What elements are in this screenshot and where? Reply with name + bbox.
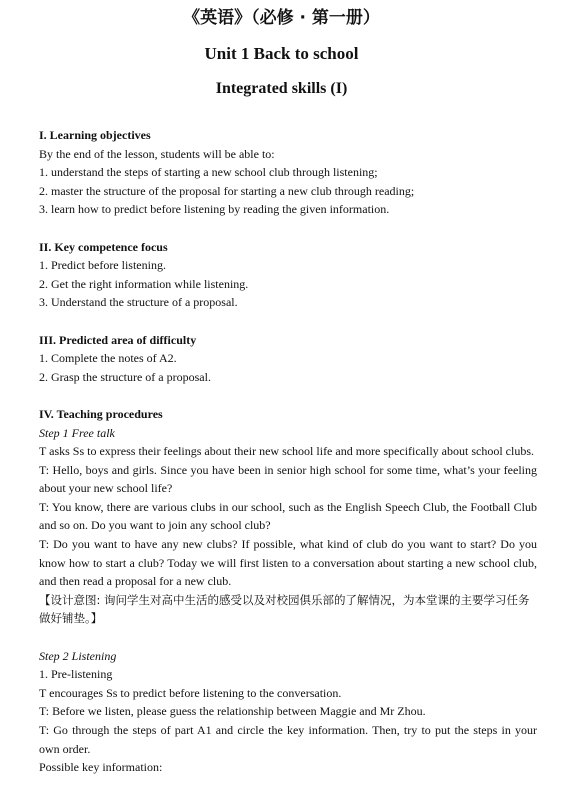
objective-item: 1. understand the steps of starting a new school club through listening;	[39, 165, 378, 180]
spacer	[39, 628, 537, 647]
step1-paragraph: T: Do you want to have any new clubs? If possible, what kind of club do you want to start? Do you know how to start a club? Today we will first listen to a conversation about starting a new school club, and then read a proposal for a new club.	[39, 537, 537, 589]
objective-item: 2. master the structure of the proposal for starting a new club through reading;	[39, 183, 415, 198]
competence-item: 1. Predict before listening.	[39, 258, 166, 273]
step2-paragraph: Possible key information:	[39, 760, 163, 775]
document-body	[39, 126, 537, 777]
step2-paragraph: T: Go through the steps of part A1 and circle the key information. Then, try to put the steps in your own order.	[39, 723, 537, 756]
difficulty-item: 1. Complete the notes of A2.	[39, 351, 177, 366]
objective-item: 3. learn how to predict before listening by reading the given information.	[39, 202, 390, 217]
step2-title: Step 2 Listening	[39, 648, 117, 663]
competence-heading: II. Key competence focus	[39, 239, 168, 254]
step2-paragraph: T: Before we listen, please guess the relationship between Maggie and Mr Zhou.	[39, 704, 426, 719]
spacer	[39, 219, 537, 238]
objectives-heading: I. Learning objectives	[39, 128, 151, 142]
step2-subheading: 1. Pre-listening	[39, 667, 113, 682]
difficulty-heading: III. Predicted area of difficulty	[39, 332, 197, 347]
step1-title: Step 1 Free talk	[39, 425, 115, 440]
step1-paragraph: T: You know, there are various clubs in our school, such as the English Speech Club, the Football Club and so on. Do you want to join any school club?	[39, 499, 537, 533]
unit-title: Unit 1 Back to school	[204, 44, 359, 63]
difficulty-item: 2. Grasp the structure of a proposal.	[39, 369, 211, 384]
spacer	[39, 312, 537, 331]
objectives-intro: By the end of the lesson, students will be able to:	[39, 146, 275, 161]
lesson-title: Integrated skills (I)	[215, 80, 348, 97]
spacer	[39, 386, 537, 405]
book-title: 《英语》（必修 · 第一册）	[183, 8, 380, 28]
procedures-heading: IV. Teaching procedures	[39, 406, 163, 421]
design-intent-note: 【设计意图: 询问学生对高中生活的感受以及对校园俱乐部的了解情况，为本堂课的主要学习任务做好铺垫。】	[39, 592, 530, 626]
step1-paragraph: T: Hello, boys and girls. Since you have been in senior high school for some time, what’s your feeling about your new school life?	[39, 462, 537, 496]
step1-paragraph: T asks Ss to express their feelings about their new school life and more specifically about school clubs.	[39, 444, 534, 459]
competence-item: 3. Understand the structure of a proposal.	[39, 295, 238, 310]
step2-paragraph: T encourages Ss to predict before listening to the conversation.	[39, 685, 342, 700]
competence-item: 2. Get the right information while listening.	[39, 276, 249, 291]
